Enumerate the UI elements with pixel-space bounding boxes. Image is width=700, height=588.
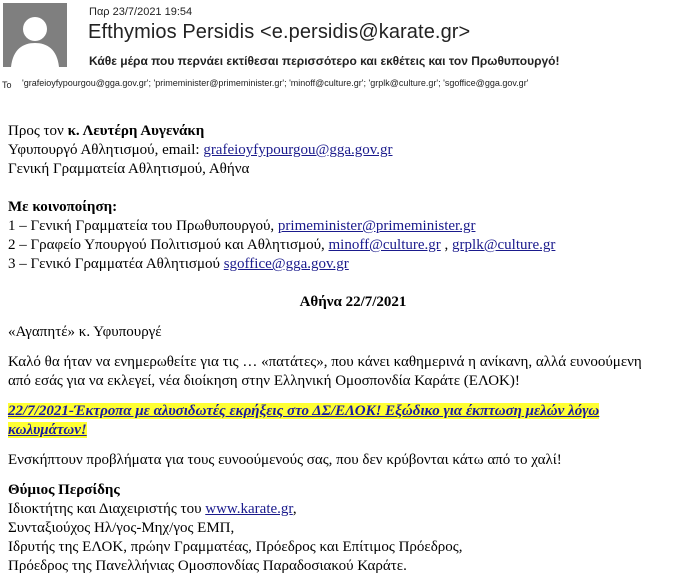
cc-item-2-email-link-a[interactable]: minoff@culture.gr bbox=[328, 237, 441, 253]
cc-heading: Με κοινοποίηση: bbox=[8, 199, 118, 215]
signature-line-4: Πρόεδρος της Πανελλήνιας Ομοσπονδίας Παραδοσιακού Καράτε. bbox=[8, 558, 407, 574]
to-label: To bbox=[2, 80, 12, 90]
role-line bbox=[8, 141, 698, 160]
dateline: Αθήνα 22/7/2021 bbox=[299, 294, 407, 310]
cc-item-2 bbox=[8, 236, 698, 255]
signature-line-1-text: Ιδιοκτήτης και Διαχειριστής του bbox=[8, 501, 206, 517]
cc-item-2-email-link-b[interactable]: grplk@culture.gr bbox=[452, 237, 556, 253]
org-line: Γενική Γραμματεία Αθλητισμού, Αθήνα bbox=[8, 161, 250, 177]
role-text: Υφυπουργό Αθλητισμού, email: bbox=[8, 142, 204, 158]
addressee-line bbox=[8, 122, 698, 141]
cc-item-3-email-link[interactable]: sgoffice@gga.gov.gr bbox=[223, 256, 349, 272]
cc-item-1-email-link[interactable]: primeminister@primeminister.gr bbox=[277, 218, 476, 234]
headline-paragraph bbox=[8, 402, 668, 440]
email-body bbox=[8, 122, 698, 576]
cc-item-3-text: 3 – Γενικό Γραμματέα Αθλητισμού bbox=[8, 256, 224, 272]
signature-line-3: Ιδρυτής της ΕΛΟΚ, πρώην Γραμματέας, Πρόεδρος και Επίτιμος Πρόεδρος, bbox=[8, 539, 463, 555]
cc-item-1-text: 1 – Γενική Γραμματεία του Πρωθυπουργού, bbox=[8, 218, 278, 234]
paragraph-2: Ενσκήπτουν προβλήματα για τους ευνοούμενούς σας, που δεν κρύβονται κάτω από το χαλί! bbox=[8, 452, 562, 468]
signature-line-1 bbox=[8, 500, 698, 519]
salutation: «Αγαπητέ» κ. Υφυπουργέ bbox=[8, 324, 162, 340]
website-link[interactable]: www.karate.gr bbox=[205, 501, 293, 517]
paragraph-1: Καλό θα ήταν να ενημερωθείτε για τις … «πατάτες», που κάνει καθημερινά η ανίκανη, αλλά ευνοούμενη από εσάς για να εκλεγεί, νέα διοίκηση στην Ελληνική Ομοσπονδία Καράτε (ΕΛΟΚ)! bbox=[8, 354, 642, 389]
signature-line-1-suffix: , bbox=[292, 501, 297, 517]
signature-name: Θύμιος Περσίδης bbox=[8, 482, 120, 498]
cc-item-2-separator: , bbox=[440, 237, 453, 253]
email-date: Παρ 23/7/2021 19:54 bbox=[89, 6, 193, 18]
cc-item-1 bbox=[8, 217, 698, 236]
person-icon bbox=[3, 3, 67, 67]
email-sender[interactable]: Efthymios Persidis <e.persidis@karate.gr> bbox=[88, 21, 471, 43]
addressee-prefix: Προς τον bbox=[8, 123, 68, 139]
email-header bbox=[0, 0, 700, 100]
headline-link[interactable]: 22/7/2021-Έκτροπα με αλυσιδωτές εκρήξεις στο ΔΣ/ΕΛΟΚ! Εξώδικο για έκπτωση μελών λόγω κωλυμάτων! bbox=[8, 403, 600, 438]
avatar[interactable] bbox=[3, 3, 67, 67]
role-email-link[interactable]: grafeioyfypourgou@gga.gov.gr bbox=[203, 142, 393, 158]
signature-line-2: Συνταξιούχος Ηλ/γος-Μηχ/γος ΕΜΠ, bbox=[8, 520, 235, 536]
email-subject: Κάθε μέρα που περνάει εκτίθεσαι περισσότερο και εκθέτεις και τον Πρωθυπουργό! bbox=[89, 54, 560, 68]
cc-item-3 bbox=[8, 255, 698, 274]
recipients-list[interactable]: 'grafeioyfypourgou@gga.gov.gr'; 'primeminister@primeminister.gr'; 'minoff@culture.gr'; 'grplk@culture.gr'; 'sgoffice@gga.gov.gr' bbox=[22, 78, 529, 88]
addressee-name: κ. Λευτέρη Αυγενάκη bbox=[67, 123, 205, 139]
cc-item-2-text: 2 – Γραφείο Υπουργού Πολιτισμού και Αθλητισμού, bbox=[8, 237, 329, 253]
